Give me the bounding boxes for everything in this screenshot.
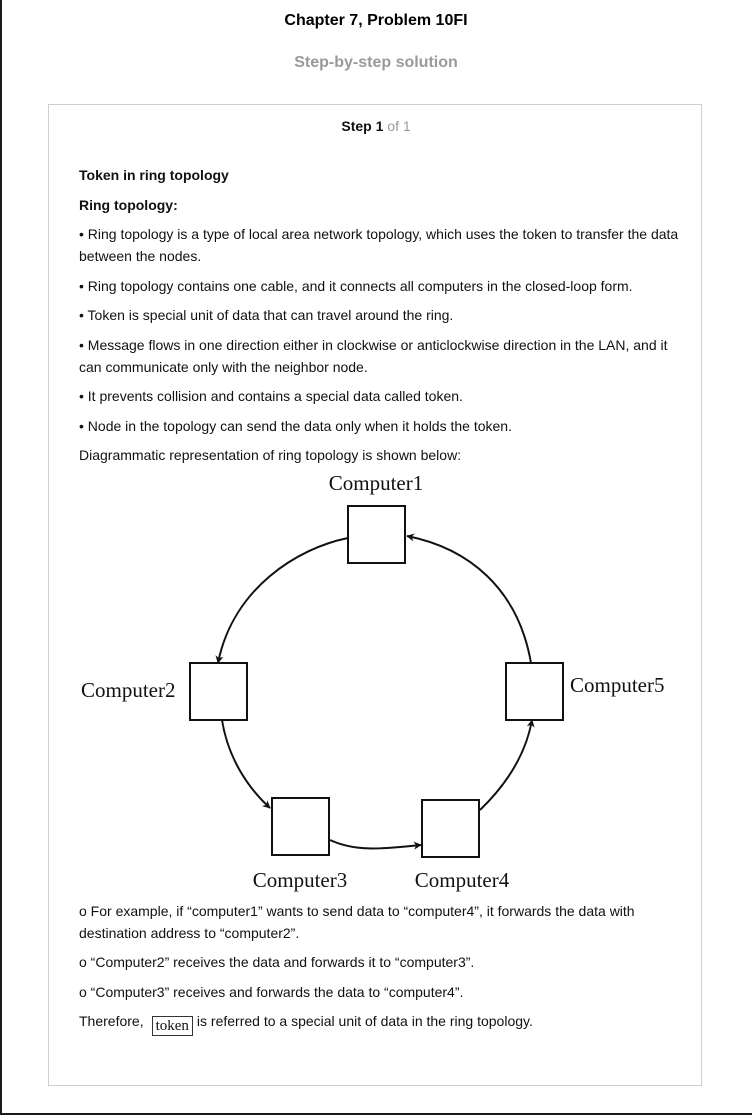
computer3-node: [272, 798, 329, 855]
chapter-title: Chapter 7, Problem 10FI: [284, 12, 468, 29]
bullet-item: • Message flows in one direction either in clockwise or anticlockwise direction in the LAN, and it can communicate only with the neighbor node.: [79, 337, 668, 375]
step-total: of 1: [387, 118, 411, 134]
example-item: o “Computer2” receives the data and forwards it to “computer3”.: [79, 954, 475, 970]
section-heading: Token in ring topology: [79, 167, 229, 183]
ring-link-4-to-5: [480, 720, 532, 810]
answer-box: token: [152, 1016, 193, 1036]
conclusion: [79, 1010, 679, 1036]
page-left-border: [0, 0, 2, 1115]
step-label: Step: [341, 118, 372, 134]
ring-link-2-to-3: [222, 720, 270, 808]
conclusion-prefix: Therefore,: [79, 1013, 144, 1029]
computer4-node: [422, 800, 479, 857]
solution-subtitle: Step-by-step solution: [294, 54, 458, 71]
computer2-label: Computer2: [81, 678, 176, 702]
step-indicator: [0, 118, 752, 134]
computer1-label: Computer1: [328, 471, 424, 495]
ring-topology-diagram: [78, 468, 678, 894]
ring-link-3-to-4: [330, 840, 421, 849]
section-subheading: Ring topology:: [79, 197, 178, 213]
conclusion-suffix: is referred to a special unit of data in the ring topology.: [196, 1013, 533, 1029]
example-item: o “Computer3” receives and forwards the data to “computer4”.: [79, 984, 464, 1000]
computer2-node: [190, 663, 247, 720]
computer5-node: [506, 663, 563, 720]
computer5-label: Computer5: [570, 673, 665, 697]
ring-link-5-to-1: [407, 536, 531, 663]
diagram-intro: Diagrammatic representation of ring topology is shown below:: [79, 447, 462, 463]
step-number: 1: [375, 118, 384, 134]
bullet-item: • Ring topology is a type of local area network topology, which uses the token to transfer the data between the nodes.: [79, 226, 679, 264]
bullet-item: • Node in the topology can send the data only when it holds the token.: [79, 418, 512, 434]
bullet-item: • Token is special unit of data that can travel around the ring.: [79, 307, 454, 323]
computer4-label: Computer4: [414, 868, 510, 892]
bullet-item: • Ring topology contains one cable, and it connects all computers in the closed-loop form.: [79, 278, 633, 294]
computer1-node: [348, 506, 405, 563]
example-item: o For example, if “computer1” wants to send data to “computer4”, it forwards the data with destination address to “computer2”.: [79, 903, 635, 941]
computer3-label: Computer3: [252, 868, 348, 892]
ring-link-1-to-2: [218, 538, 348, 663]
bullet-item: • It prevents collision and contains a special data called token.: [79, 388, 463, 404]
